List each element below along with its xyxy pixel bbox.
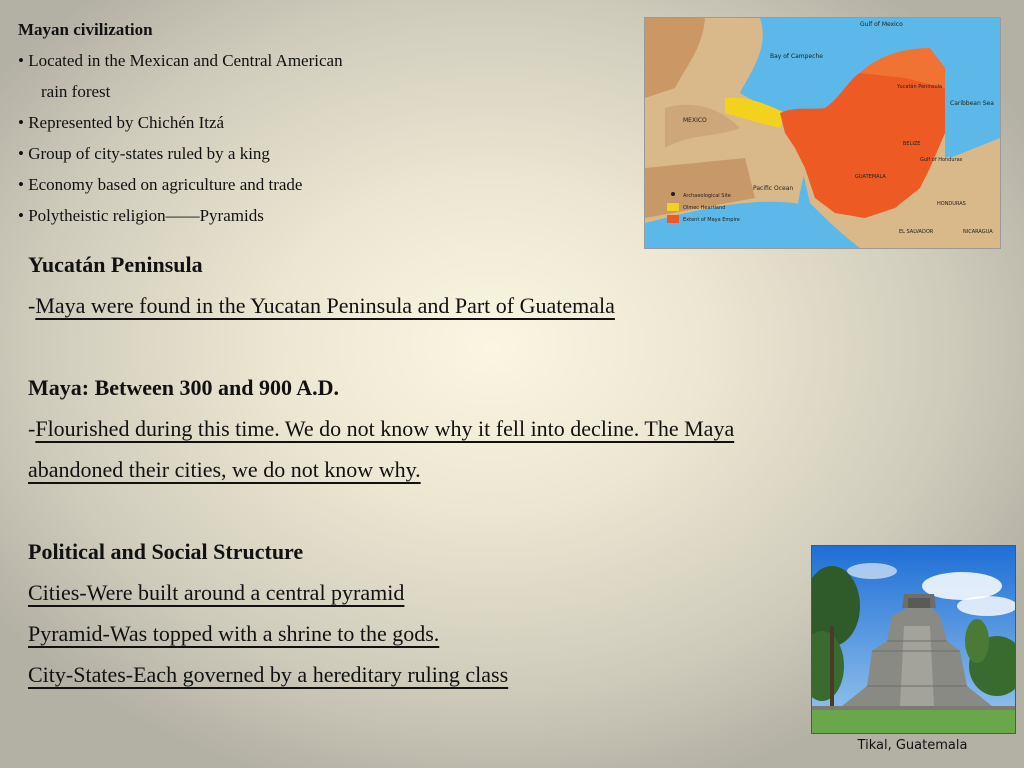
intro-bullet: • Group of city-states ruled by a king xyxy=(18,144,270,163)
political-heading: Political and Social Structure xyxy=(28,539,304,564)
map-label-belize: BELIZE xyxy=(903,141,921,147)
political-item xyxy=(28,572,898,613)
yucatan-text: Maya were found in the Yucatan Peninsula and Part of Guatemala xyxy=(35,293,615,318)
map-label-gulf-honduras: Gulf of Honduras xyxy=(920,157,963,163)
maya-period-heading: Maya: Between 300 and 900 A.D. xyxy=(28,375,340,400)
intro-bullet: • Polytheistic religion——Pyramids xyxy=(18,206,264,225)
map-label-campeche: Bay of Campeche xyxy=(770,53,823,60)
maya-text-1: Flourished during this time. We do not know why it fell into decline. The Maya xyxy=(35,416,735,441)
tikal-photo xyxy=(811,545,1016,734)
intro-bullet: • Economy based on agriculture and trade xyxy=(18,175,303,194)
yucatan-heading: Yucatán Peninsula xyxy=(28,252,203,277)
intro-bullet-continuation: rain forest xyxy=(41,82,111,101)
map-label-guatemala: GUATEMALA xyxy=(855,174,886,180)
political-item-text: City-States-Each governed by a hereditary ruling class xyxy=(28,662,509,687)
maya-line-2 xyxy=(28,449,898,490)
dash: - xyxy=(28,293,36,318)
political-item-text: Pyramid-Was topped with a shrine to the gods. xyxy=(28,621,440,646)
maya-text-2: abandoned their cities, we do not know why. xyxy=(28,457,421,482)
map-label-yucatan: Yucatán Peninsula xyxy=(897,84,943,90)
map-label-elsalvador: EL SALVADOR xyxy=(899,229,934,235)
map-legend-maya: Extent of Maya Empire xyxy=(683,217,740,223)
maya-region-map xyxy=(644,17,1001,249)
intro-list xyxy=(18,14,343,231)
political-item-text: Cities-Were built around a central pyramid xyxy=(28,580,405,605)
intro-bullet: • Located in the Mexican and Central American xyxy=(18,51,343,70)
map-label-nicaragua: NICARAGUA xyxy=(963,229,993,235)
intro-heading: Mayan civilization xyxy=(18,20,153,39)
political-item xyxy=(28,613,898,654)
political-item xyxy=(28,654,898,695)
map-legend-olmec: Olmec Heartland xyxy=(683,205,726,211)
map-label-gulf: Gulf of Mexico xyxy=(860,21,903,28)
intro-bullet: • Represented by Chichén Itzá xyxy=(18,113,225,132)
main-content xyxy=(28,244,898,695)
map-legend-site: Archaeological Site xyxy=(683,193,731,199)
map-label-caribbean: Caribbean Sea xyxy=(950,100,994,107)
maya-line-1 xyxy=(28,408,898,449)
map-label-mexico: MEXICO xyxy=(683,117,707,124)
dash: - xyxy=(28,416,36,441)
map-label-pacific: Pacific Ocean xyxy=(753,185,794,192)
map-label-honduras: HONDURAS xyxy=(937,201,966,207)
yucatan-line xyxy=(28,285,898,326)
photo-caption: Tikal, Guatemala xyxy=(857,738,968,753)
